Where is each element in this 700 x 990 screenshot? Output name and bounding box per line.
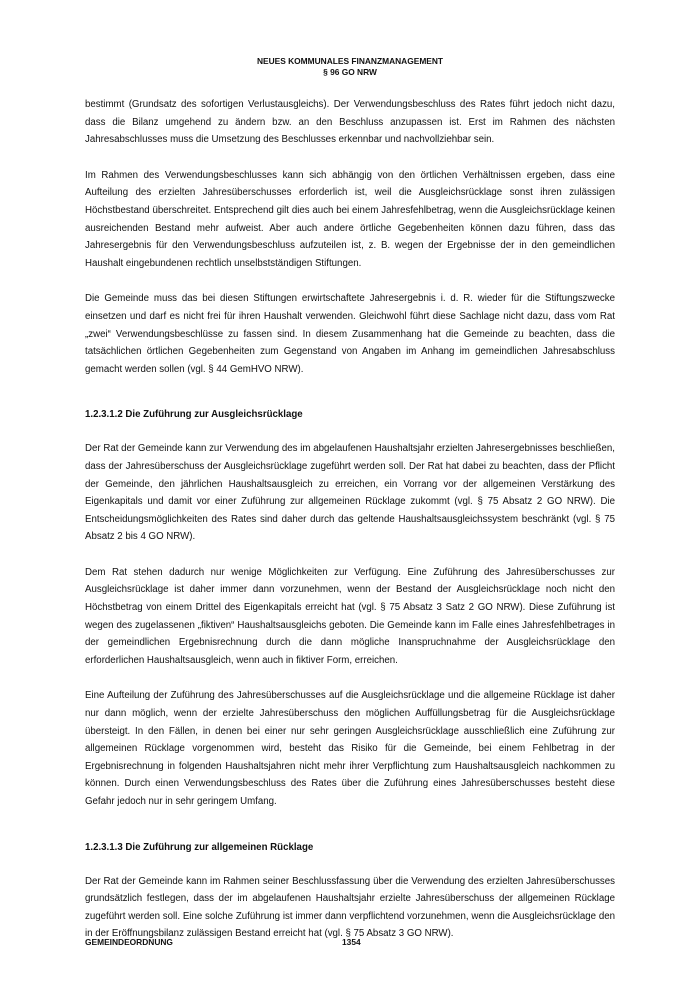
footer-title: GEMEINDEORDNUNG	[85, 937, 173, 947]
header-subtitle: § 96 GO NRW	[323, 67, 377, 77]
header-title: NEUES KOMMUNALES FINANZMANAGEMENT	[256, 56, 444, 66]
paragraph: Eine Aufteilung der Zuführung des Jahresüberschusses auf die Ausgleichsrücklage und die allgemeine Rücklage ist daher nur dann möglich, wenn der erzielte Jahresüberschuss den möglichen Auffüllungsbetrag für die Ausgleichsrücklage übersteigt. In den Fällen, in denen bei einer nur sehr geringen Ausgleichsrücklage ausschließlich eine Zuführung zur allgemeinen Rücklage vorgenommen wird, besteht das Risiko für die Gemeinde, bei einem Fehlbetrag in der Ergebnisrechnung in folgenden Haushaltsjahren nicht mehr ihrer Verpflichtung zum Haushaltsausgleich nachkommen zu können. Durch einen Verwendungsbeschluss des Rates über die Zuführung eines Jahresüberschusses besteht diese Gefahr jedoch nur in sehr geringem Umfang.	[85, 690, 615, 807]
paragraph: Im Rahmen des Verwendungsbeschlusses kann sich abhängig von den örtlichen Verhältnissen ergeben, dass eine Aufteilung des erzielten Jahresüberschusses erforderlich ist, weil die Ausgleichsrücklage sonst ihren zulässigen Höchstbestand überschreitet. Entsprechend gilt dies auch bei einem Jahresfehlbetrag, wenn die Ausgleichsrücklage keinen ausreichenden Bestand mehr aufweist. Aber auch andere örtliche Gegebenheiten können dazu führen, dass das Jahresergebnis für den Verwendungsbeschluss aufzuteilen ist, z. B. wegen der Ergebnisse der in den gemeindlichen Haushalt eingebundenen rechtlich unselbstständigen Stiftungen.	[85, 169, 615, 269]
paragraph: bestimmt (Grundsatz des sofortigen Verlustausgleichs). Der Verwendungsbeschluss des Rates führt jedoch nicht dazu, dass die Bilanz umgehend zu ändern bzw. an den Beschluss anzupassen ist. Erst im Rahmen des nächsten Jahresabschlusses muss die Umsetzung des Beschlusses erkennbar und nachvollziehbar sein.	[85, 99, 615, 146]
document-body	[85, 96, 615, 961]
paragraph: Der Rat der Gemeinde kann im Rahmen seiner Beschlussfassung über die Verwendung des erzielten Jahresüberschusses grundsätzlich festlegen, dass der im abgelaufenen Haushaltsjahr erzielte Jahresüberschuss der allgemeinen Rücklage zugeführt werden soll. Eine solche Zuführung ist immer dann verpflichtend vorzunehmen, wenn die Ausgleichsrücklage den in der Eröffnungsbilanz zulässigen Bestand erreicht hat (vgl. § 75 Absatz 3 GO NRW).	[85, 875, 615, 940]
section-heading: 1.2.3.1.2 Die Zuführung zur Ausgleichsrücklage	[85, 409, 303, 421]
page-number: 1354	[342, 937, 361, 947]
paragraph: Der Rat der Gemeinde kann zur Verwendung des im abgelaufenen Haushaltsjahr erzielten Jahresergebnisses beschließen, dass der Jahresüberschuss der Ausgleichsrücklage zugeführt werden soll. Der Rat hat dabei zu beachten, dass der Pflicht der Gemeinde, den jährlichen Haushaltsausgleich zu erreichen, ein Vorrang vor der allgemeinen Verstärkung des Eigenkapitals und damit vor einer Zuführung zur allgemeinen Rücklage zukommt (vgl. § 75 Absatz 2 GO NRW). Die Entscheidungsmöglichkeiten des Rates sind daher durch das geltende Haushaltsausgleichssystem beschränkt (vgl. § 75 Absatz 2 bis 4 GO NRW).	[85, 443, 615, 543]
section-heading: 1.2.3.1.3 Die Zuführung zur allgemeinen Rücklage	[85, 841, 314, 853]
paragraph: Die Gemeinde muss das bei diesen Stiftungen erwirtschaftete Jahresergebnis i. d. R. wieder für die Stiftungszwecke einsetzen und darf es nicht frei für ihren Haushalt verwenden. Gleichwohl führt diese Sachlage nicht dazu, dass vom Rat „zwei“ Verwendungsbeschlüsse zu fassen sind. In diesem Zusammenhang hat die Gemeinde zu beachten, dass die tatsächlichen örtlichen Gegebenheiten zum Gegenstand von Angaben im Anhang im gemeindlichen Jahresabschluss gemacht werden sollen (vgl. § 44 GemHVO NRW).	[85, 293, 615, 375]
paragraph: Dem Rat stehen dadurch nur wenige Möglichkeiten zur Verfügung. Eine Zuführung des Jahresüberschusses zur Ausgleichsrücklage ist daher immer dann vorzunehmen, wenn der Bestand der Ausgleichsrücklage noch nicht den Höchstbetrag von einem Drittel des Eigenkapitals erreicht hat (vgl. § 75 Absatz 3 Satz 2 GO NRW). Diese Zuführung ist wegen des zugelassenen „fiktiven“ Haushaltsausgleichs geboten. Die Gemeinde kann im Falle eines Jahresfehlbetrages in der gemeindlichen Ergebnisrechnung durch die dann mögliche Inanspruchnahme der Ausgleichsrücklage den erforderlichen Haushaltsausgleich, wenn auch in fiktiver Form, erreichen.	[85, 566, 615, 666]
page-header	[0, 56, 700, 78]
